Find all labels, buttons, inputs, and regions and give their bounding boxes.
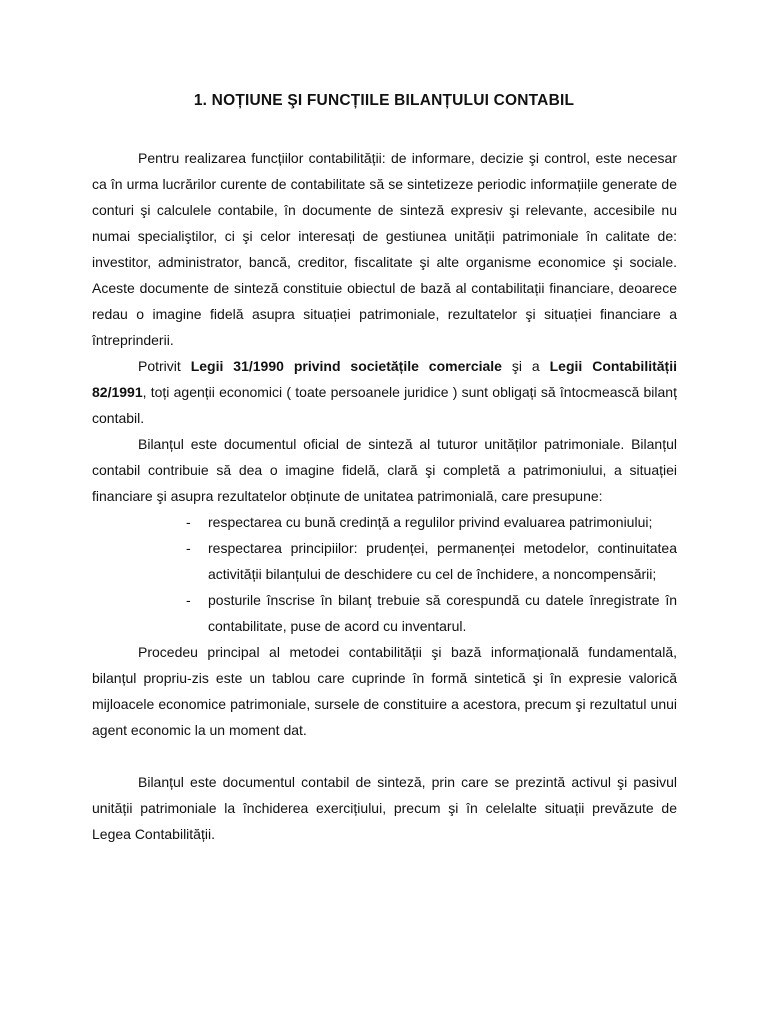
paragraph-legal-text-2: şi a [501, 358, 550, 374]
paragraph-intro: Pentru realizarea funcțiilor contabilității: de informare, decizie şi control, este necesar ca în urma lucrărilor curente de contabilitate să se sintetizeze periodic informațiile generate de conturi şi calculele contabile, în documente de sinteză expresiv şi relevante, accesibile nu numai specialiştilor, ci şi celor interesați de gestiunea unității patrimoniale în calitate de: investitor, administrator, bancă, creditor, fiscalitate şi alte organisme economice şi sociale. Aceste documente de sinteză constituie obiectul de bază al contabilitații financiare, deoarece redau o imagine fidelă asupra situației patrimoniale, rezultatelor şi situației financiare a întreprinderii. [92, 150, 677, 348]
paragraph-definition: Bilanțul este documentul oficial de sinteză al tuturor unităților patrimoniale. Bilanțul contabil contribuie să dea o imagine fidelă, clară şi completă a patrimoniului, a situației financiare şi asupra rezultatelor obținute de unitatea patrimonială, care presupune: [92, 436, 677, 504]
list-dash: - [186, 514, 191, 530]
law-accounting-reference: Legii Contabilității 82/1991 [92, 358, 677, 400]
list-item [186, 509, 677, 535]
paragraph-legal-text-1: Potrivit [138, 358, 191, 374]
paragraph-legal-text-3: , toți agenții economici ( toate persoanele juridice ) sunt obligați să întocmească bilanț contabil. [92, 384, 677, 426]
list-item [186, 587, 677, 639]
law-company-reference: Legii 31/1990 privind societățile comerciale [190, 358, 502, 374]
paragraph-procedure: Procedeu principal al metodei contabilității şi bază informațională fundamentală, bilanțul propriu-zis este un tablou care cuprinde în formă sintetică şi în expresie valorică mijloacele economice patrimoniale, sursele de constituire a acestora, precum şi rezultatul unui agent economic la un moment dat. [92, 644, 677, 738]
paragraph-legal-basis [92, 353, 677, 431]
list-item-text: respectarea cu bună credință a regulilor privind evaluarea patrimoniului; [208, 514, 653, 530]
paragraph-summary: Bilanțul este documentul contabil de sinteză, prin care se prezintă activul şi pasivul unității patrimoniale la închiderea exercițiului, precum şi în celelalte situații prevăzute de Legea Contabilității. [92, 774, 677, 842]
list-item-text: respectarea principiilor: prudenței, permanenței metodelor, continuitatea activității bilanțului de deschidere cu cel de închidere, a noncompensării; [208, 540, 677, 582]
list-dash: - [186, 592, 191, 608]
document-title: 1. NOȚIUNE ŞI FUNCȚIILE BILANȚULUI CONTABIL [193, 92, 575, 109]
requirements-list [92, 509, 677, 639]
list-item-text: posturile înscrise în bilanț trebuie să corespundă cu datele înregistrate în contabilitate, puse de acord cu inventarul. [208, 592, 677, 634]
list-item [186, 535, 677, 587]
document-body [92, 145, 677, 847]
list-dash: - [186, 540, 191, 556]
